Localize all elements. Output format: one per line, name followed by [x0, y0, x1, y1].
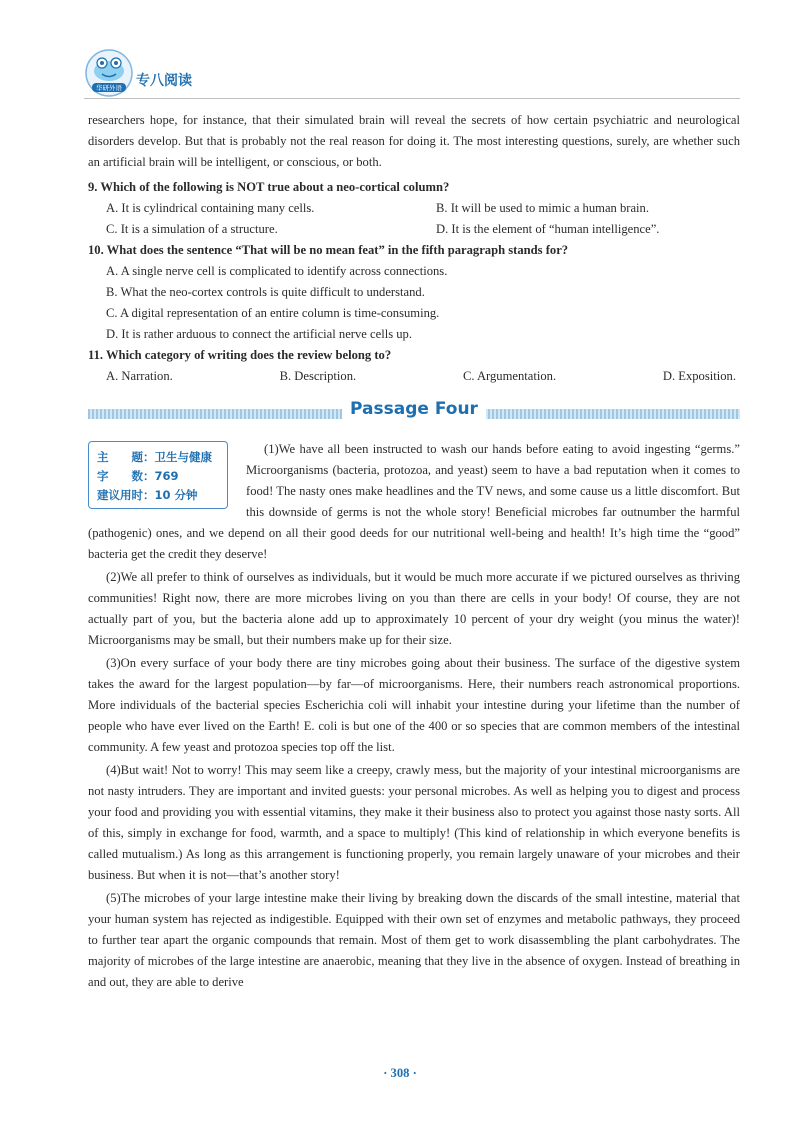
passage-info-box: [88, 441, 228, 509]
question-11: [88, 345, 740, 387]
question-10: [88, 240, 740, 345]
option-d: D. It is the element of “human intelligence”.: [436, 222, 660, 236]
option-a: A. A single nerve cell is complicated to identify across connections.: [106, 264, 448, 278]
page-number: · 308 ·: [383, 1066, 417, 1080]
option-a: A. It is cylindrical containing many cells.: [106, 201, 315, 215]
word-count-label: 字 数：769: [97, 469, 179, 483]
suggested-time-label: 建议用时：10 分钟: [97, 488, 198, 502]
option-c: C. A digital representation of an entire column is time-consuming.: [106, 306, 440, 320]
paragraph-2: (2)We all prefer to think of ourselves as individuals, but it would be much more accurate if we pictured ourselves as thriving communities! Right now, there are more microbes living on you than there are cells in your body! Of course, they are not actually part of you, but the bacteria alone add up to approximately 10 percent of your dry weight (you minus the water)! Microorganisms may be small, but their numbers make up for their size.: [88, 570, 740, 647]
question-9: [88, 177, 740, 240]
question-stem: 9. Which of the following is NOT true about a neo-cortical column?: [88, 180, 450, 194]
option-c: C. It is a simulation of a structure.: [106, 222, 278, 236]
option-b: B. Description.: [279, 369, 357, 383]
option-d: D. It is rather arduous to connect the artificial nerve cells up.: [106, 327, 412, 341]
question-stem: 10. What does the sentence “That will be no mean feat” in the fifth paragraph stands for?: [88, 243, 569, 257]
paragraph-4: (4)But wait! Not to worry! This may seem like a creepy, crawly mess, but the majority of your intestinal microorganisms are not nasty intruders. They are important and invited guests: your personal microbes. As well as helping you to digest and process your food and providing you with essential vitamins, they make it their business also to protect you against those nasty sorts. All of this, simply in exchange for food, warmth, and a space to multiply! (This kind of relationship in which everyone benefits is called mutualism.) As long as this arrangement is functioning properly, you remain largely unaware of your microbes and their business. But when it is not—that’s another story!: [88, 763, 740, 882]
option-d: D. Exposition.: [662, 369, 736, 383]
continued-paragraph: researchers hope, for instance, that their simulated brain will reveal the secrets of how certain psychiatric and neurological disorders develop. But that is probably not the real reason for doing it. The most interesting questions, surely, are whether such an artificial brain will be intelligent, or conscious, or both.: [88, 113, 740, 169]
option-b: B. It will be used to mimic a human brain.: [436, 201, 650, 215]
question-stem: 11. Which category of writing does the review belong to?: [88, 348, 392, 362]
page-content: [88, 110, 740, 993]
paragraph-5: (5)The microbes of your large intestine make their living by breaking down the discards of the small intestine, material that your human system has rejected as indigestible. Equipped with their own set of enzymes and metabolic pathways, they proceed to further tear apart the organic compounds that remain. Most of them get to work disassembling the plant carbohydrates. The majority of microbes of the large intestine are anaerobic, meaning that they live in the absence of oxygen. Instead of breathing in and out, they are able to derive: [88, 891, 740, 989]
option-c: C. Argumentation.: [462, 369, 557, 383]
series-title: 专八阅读: [136, 73, 192, 89]
svg-text:华研外语: 华研外语: [96, 84, 122, 92]
passage-banner: [88, 399, 740, 433]
topic-label: 主 题：卫生与健康: [97, 450, 212, 464]
option-a: A. Narration.: [106, 369, 173, 383]
header-divider: [84, 98, 740, 99]
passage-intro: [88, 439, 740, 565]
frog-logo-icon: [84, 48, 134, 98]
paragraph-1: (1)We have all been instructed to wash our hands before eating to avoid ingesting “germs.” Microorganisms (bacteria, protozoa, and yeast) seem to have a bad reputation when it comes to food! The nasty ones make headlines and the TV news, and some cause us a little discomfort. But this downside of germs is not the whole story! Beneficial microbes far outnumber the harmful (pathogenic) ones, and we depend on all their good deeds for our nutritional well-being and health! It’s high time the “good” bacteria get the credit they deserve!: [88, 442, 740, 561]
passage-title: Passage Four: [342, 399, 486, 419]
paragraph-3: (3)On every surface of your body there are tiny microbes going about their business. The surface of the digestive system takes the award for the largest population—by far—of microorganisms. Here, their numbers reach astronomical proportions. More individuals of the bacterial species Escherichia coli will inhabit your intestine during your lifetime than the number of people who have ever lived on the Earth! E. coli is but one of the 400 or so species that are common members of the intestinal community. A few yeast and protozoa species top off the list.: [88, 656, 740, 754]
option-b: B. What the neo-cortex controls is quite difficult to understand.: [106, 285, 425, 299]
